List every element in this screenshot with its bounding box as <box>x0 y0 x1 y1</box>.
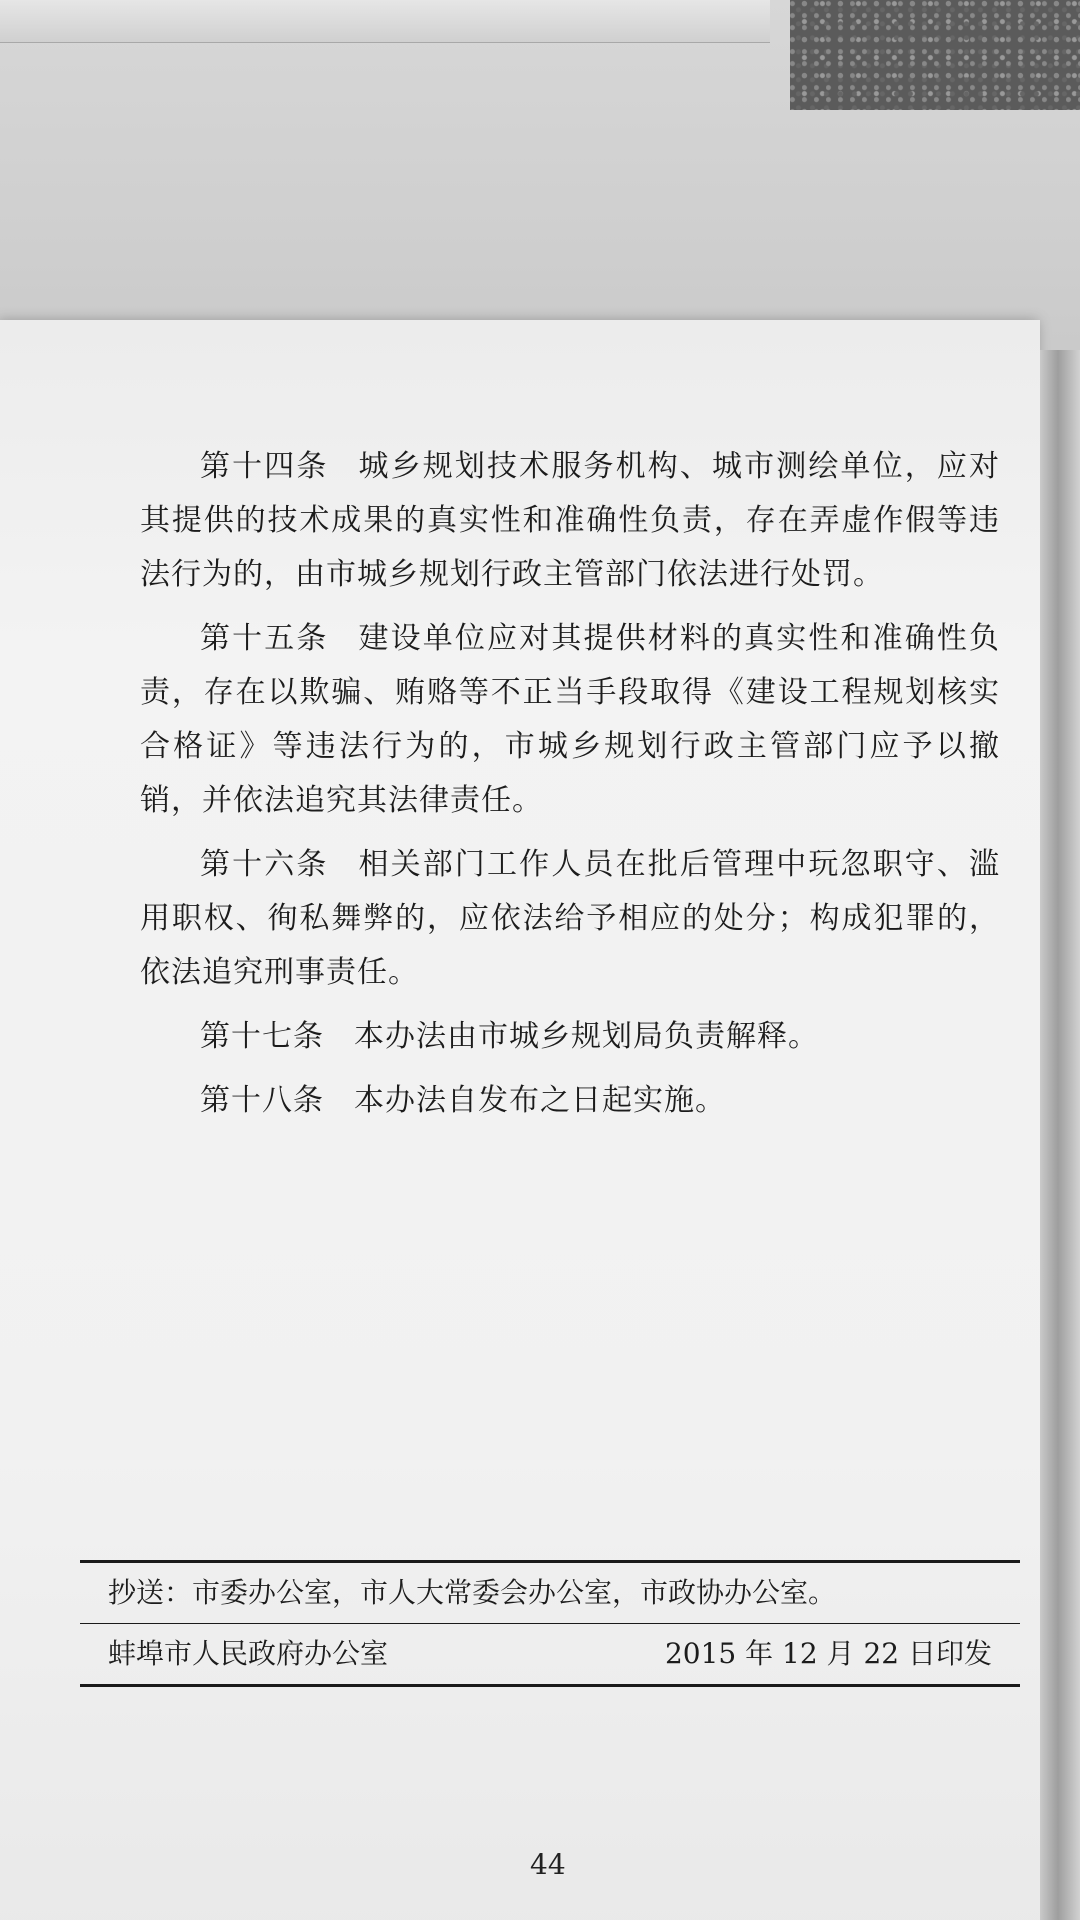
issuer-name: 蚌埠市人民政府办公室 <box>108 1637 389 1670</box>
article-number: 第十四条 <box>200 449 329 484</box>
article-15 <box>140 612 1000 828</box>
background-surface <box>790 0 1080 110</box>
bottom-rule <box>80 1684 1020 1687</box>
article-text: 本办法自发布之日起实施。 <box>354 1083 726 1118</box>
article-text: 相关部门工作人员在批后管理中玩忽职守、滥用职权、徇私舞弊的，应依法给予相应的处分；构成犯罪的，依法追究刑事责任。 <box>140 847 1001 990</box>
cc-line: 抄送：市委办公室，市人大常委会办公室，市政协办公室。 <box>108 1576 837 1609</box>
article-14 <box>140 440 1000 602</box>
article-number: 第十七条 <box>200 1019 324 1054</box>
distribution-block <box>80 1560 1020 1687</box>
article-text: 城乡规划技术服务机构、城市测绘单位，应对其提供的技术成果的真实性和准确性负责，存在弄虚作假等违法行为的，由市城乡规划行政主管部门依法进行处罚。 <box>140 449 1001 592</box>
background-paper-edge <box>0 0 770 43</box>
issue-date: 2015 年 12 月 22 日印发 <box>664 1637 992 1670</box>
article-17 <box>140 1010 1000 1064</box>
article-text: 本办法由市城乡规划局负责解释。 <box>354 1019 819 1054</box>
page-stack-edge <box>1040 350 1080 1920</box>
page-number: 44 <box>530 1848 566 1881</box>
article-text: 建设单位应对其提供材料的真实性和准确性负责，存在以欺骗、贿赂等不正当手段取得《建设工程规划核实合格证》等违法行为的，市城乡规划行政主管部门应予以撤销，并依法追究其法律责任。 <box>140 621 1001 818</box>
article-number: 第十五条 <box>200 621 329 656</box>
article-number: 第十六条 <box>200 847 329 882</box>
document-body <box>140 440 1000 1138</box>
article-18 <box>140 1074 1000 1128</box>
article-16 <box>140 838 1000 1000</box>
issue-line <box>80 1624 1020 1684</box>
article-number: 第十八条 <box>200 1083 324 1118</box>
